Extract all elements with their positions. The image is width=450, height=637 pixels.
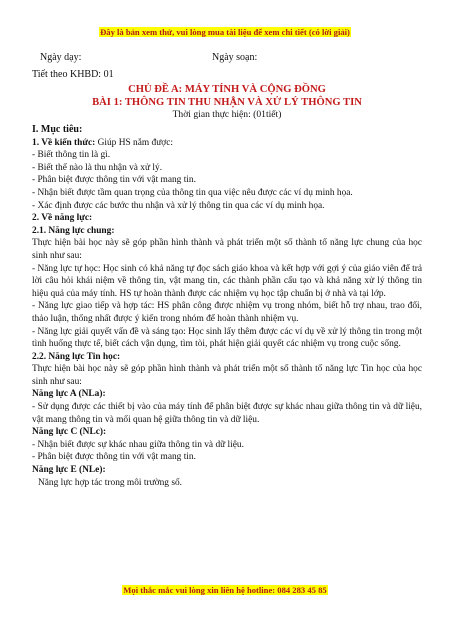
- general-competence-heading: 2.1. Năng lực chung:: [32, 225, 115, 236]
- date-taught-label: Ngày dạy:: [40, 52, 82, 63]
- nle-heading: Năng lực E (NLe):: [32, 465, 106, 476]
- list-item: - Biết thông tin là gì.: [32, 150, 111, 161]
- nlc-heading: Năng lực C (NLc):: [32, 427, 107, 438]
- preview-banner: [0, 27, 450, 37]
- document-body: [32, 69, 422, 489]
- knowledge-heading: 1. Về kiến thức:: [32, 137, 96, 148]
- hotline-banner: [0, 585, 450, 595]
- list-item: - Phân biệt được thông tin với vật mang tin.: [32, 452, 196, 463]
- it-intro: Thực hiện bài học này sẽ góp phần hình thành và phát triển một số thành tố năng lực Tin học của học sinh như sau:: [32, 364, 422, 387]
- topic-title: CHỦ ĐỀ A: MÁY TÍNH VÀ CỘNG ĐỒNG: [128, 83, 326, 95]
- list-item: - Năng lực giao tiếp và hợp tác: HS phân công được nhiệm vụ trong nhóm, biết hỗ trợ nhau, trao đổi, thảo luận, thống nhất được ý kiến trong nhóm để hoàn thành nhiệm vụ.: [32, 301, 422, 324]
- list-item: - Năng lực giải quyết vấn đề và sáng tạo: Học sinh lấy thêm được các ví dụ về xử lý thông tin trong một tình huống thực tế, biết cách vận dụng, tìm tòi, phát hiện giải quyết các nhiệm vụ trong cuộc sống.: [32, 326, 422, 350]
- list-item: - Biết thế nào là thu nhận và xử lý.: [32, 162, 163, 173]
- list-item: - Phân biệt được thông tin với vật mang tin.: [32, 175, 196, 186]
- nla-text: - Sử dụng được các thiết bị vào của máy tính để phân biệt được sự khác nhau giữa thông tin và dữ liệu, vật mang thông tin và mối quan hệ giữa thông tin và dữ liệu.: [32, 402, 422, 425]
- lesson-title: BÀI 1: THÔNG TIN THU NHẬN VÀ XỬ LÝ THÔNG TIN: [92, 97, 362, 108]
- date-prepared-label: Ngày soạn:: [212, 52, 258, 63]
- knowledge-intro: Giúp HS nắm được:: [95, 137, 174, 148]
- list-item: - Nhận biết được tầm quan trọng của thông tin qua việc nêu được các ví dụ minh họa.: [32, 187, 353, 198]
- general-intro: Thực hiện bài học này sẽ góp phần hình thành và phát triển một số thành tố năng lực chung của học sinh như sau:: [32, 238, 422, 261]
- date-row: [40, 52, 420, 63]
- hotline-banner-text: Mọi thắc mắc vui lòng xin liên hệ hotline: 084 283 45 85: [123, 585, 327, 595]
- nla-heading: Năng lực A (NLa):: [32, 389, 106, 400]
- knowledge-line: [32, 137, 422, 150]
- list-item: - Năng lực tự học: Học sinh có khả năng tự đọc sách giáo khoa và kết hợp với gợi ý của giáo viên để trả lời câu hỏi khái niệm về thông tin, vật mang tin, các thành phần cấu tạo và khả năng xử lý thông tin hiệu quả của máy tính. HS tự hoàn thành được các nhiệm vụ học tập chuẩn bị ở nhà và tại lớp.: [32, 263, 422, 299]
- section-objectives-heading: I. Mục tiêu:: [32, 124, 83, 135]
- lesson-period: Tiết theo KHBD: 01: [32, 69, 114, 80]
- competence-heading: 2. Về năng lực:: [32, 213, 93, 224]
- duration: Thời gian thực hiện: (01tiết): [172, 109, 282, 121]
- preview-banner-text: Đây là bản xem thử, vui lòng mua tài liệu để xem chi tiết (có lời giải): [100, 27, 350, 37]
- list-item: - Xác định được các bước thu nhận và xử lý thông tin qua các ví dụ minh họa.: [32, 200, 325, 211]
- list-item: - Nhận biết được sự khác nhau giữa thông tin và dữ liệu.: [32, 439, 244, 450]
- it-competence-heading: 2.2. Năng lực Tin học:: [32, 351, 121, 362]
- nle-text: Năng lực hợp tác trong môi trường số.: [38, 477, 183, 488]
